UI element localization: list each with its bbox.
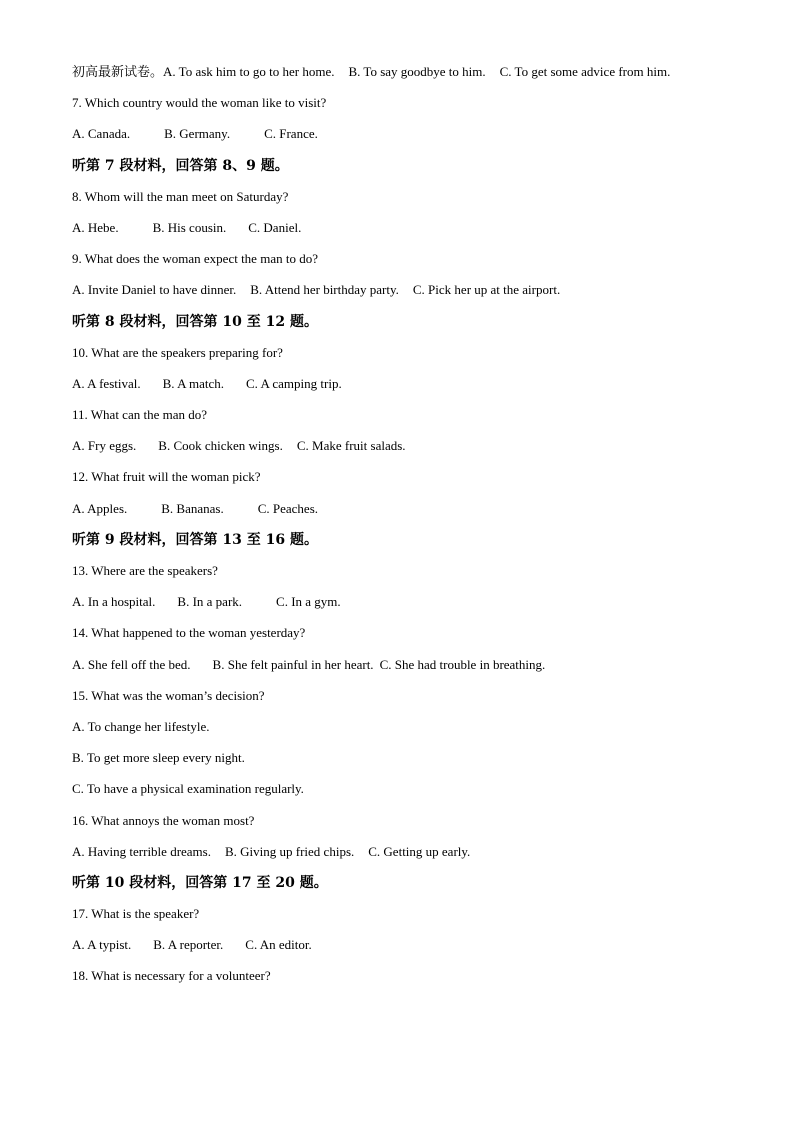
option-c: C. In a gym.	[276, 594, 341, 610]
option-b: B. In a park.	[177, 594, 243, 610]
option-a: A. A festival.	[72, 375, 141, 391]
question-11: 11. What can the man do?	[72, 407, 208, 423]
question-13: 13. Where are the speakers?	[72, 563, 218, 578]
option-15-a: A. To change her lifestyle.	[72, 718, 210, 734]
option-b: B. To say goodbye to him.	[348, 64, 486, 79]
answer-options-7	[72, 126, 732, 142]
option-c: C. Daniel.	[248, 219, 302, 235]
answer-options-13	[72, 594, 732, 610]
option-15-c: C. To have a physical examination regularly.	[72, 781, 304, 797]
option-c: C. Make fruit salads.	[296, 438, 406, 454]
answer-options-14	[72, 657, 732, 673]
section-heading-7: 听第 7 段材料，回答第 8、9 题。	[72, 157, 289, 174]
question-14: 14. What happened to the woman yesterday?	[72, 625, 306, 641]
option-a: A. Having terrible dreams.	[72, 843, 211, 859]
watermark-prefix: 初高最新试卷。	[72, 64, 164, 79]
option-b: B. Germany.	[164, 126, 231, 142]
section-heading-10: 听第 10 段材料，回答第 17 至 20 题。	[72, 874, 328, 891]
question-17: 17. What is the speaker?	[72, 906, 200, 922]
option-b: B. A match.	[162, 375, 224, 391]
option-b: B. She felt painful in her heart.	[212, 656, 374, 672]
option-a: A. To ask him to go to her home.	[163, 64, 335, 79]
option-a: A. Invite Daniel to have dinner.	[72, 282, 237, 298]
option-c: C. Pick her up at the airport.	[412, 282, 561, 298]
question-16: 16. What annoys the woman most?	[72, 812, 255, 828]
option-a: A. She fell off the bed.	[72, 656, 191, 672]
answer-options-11	[72, 438, 732, 454]
option-b: B. His cousin.	[152, 219, 227, 235]
answer-options-10	[72, 376, 732, 392]
option-a: A. Canada.	[72, 126, 131, 142]
question-10: 10. What are the speakers preparing for?	[72, 344, 283, 360]
option-b: B. Bananas.	[161, 500, 224, 516]
question-15: 15. What was the woman’s decision?	[72, 687, 265, 703]
option-c: C. Peaches.	[257, 500, 319, 516]
option-c: C. An editor.	[245, 937, 312, 953]
option-c: C. She had trouble in breathing.	[379, 656, 546, 672]
option-a: A. A typist.	[72, 937, 132, 953]
question-7: 7. Which country would the woman like to visit?	[72, 95, 327, 111]
option-b: B. Attend her birthday party.	[250, 282, 399, 298]
question-12: 12. What fruit will the woman pick?	[72, 469, 261, 485]
question-18: 18. What is necessary for a volunteer?	[72, 968, 271, 984]
answer-options-8	[72, 220, 732, 236]
option-c: C. To get some advice from him.	[499, 64, 671, 79]
question-8: 8. Whom will the man meet on Saturday?	[72, 188, 289, 204]
option-b: B. Cook chicken wings.	[158, 438, 283, 454]
option-b: B. Giving up fried chips.	[224, 843, 355, 859]
answer-options-6	[72, 64, 732, 80]
section-heading-8: 听第 8 段材料，回答第 10 至 12 题。	[72, 313, 318, 330]
exam-page	[72, 64, 732, 1000]
answer-options-12	[72, 501, 732, 517]
option-c: C. France.	[264, 126, 318, 142]
option-a: A. In a hospital.	[72, 594, 156, 610]
option-15-b: B. To get more sleep every night.	[72, 750, 245, 766]
option-a: A. Fry eggs.	[72, 438, 137, 454]
section-heading-9: 听第 9 段材料，回答第 13 至 16 题。	[72, 531, 318, 548]
option-c: C. A camping trip.	[246, 375, 342, 391]
option-c: C. Getting up early.	[368, 843, 471, 859]
answer-options-17	[72, 937, 732, 953]
answer-options-9	[72, 282, 732, 298]
option-a: A. Hebe.	[72, 219, 119, 235]
answer-options-16	[72, 844, 732, 860]
option-a: A. Apples.	[72, 500, 128, 516]
option-b: B. A reporter.	[153, 937, 224, 953]
question-9: 9. What does the woman expect the man to do?	[72, 251, 318, 267]
